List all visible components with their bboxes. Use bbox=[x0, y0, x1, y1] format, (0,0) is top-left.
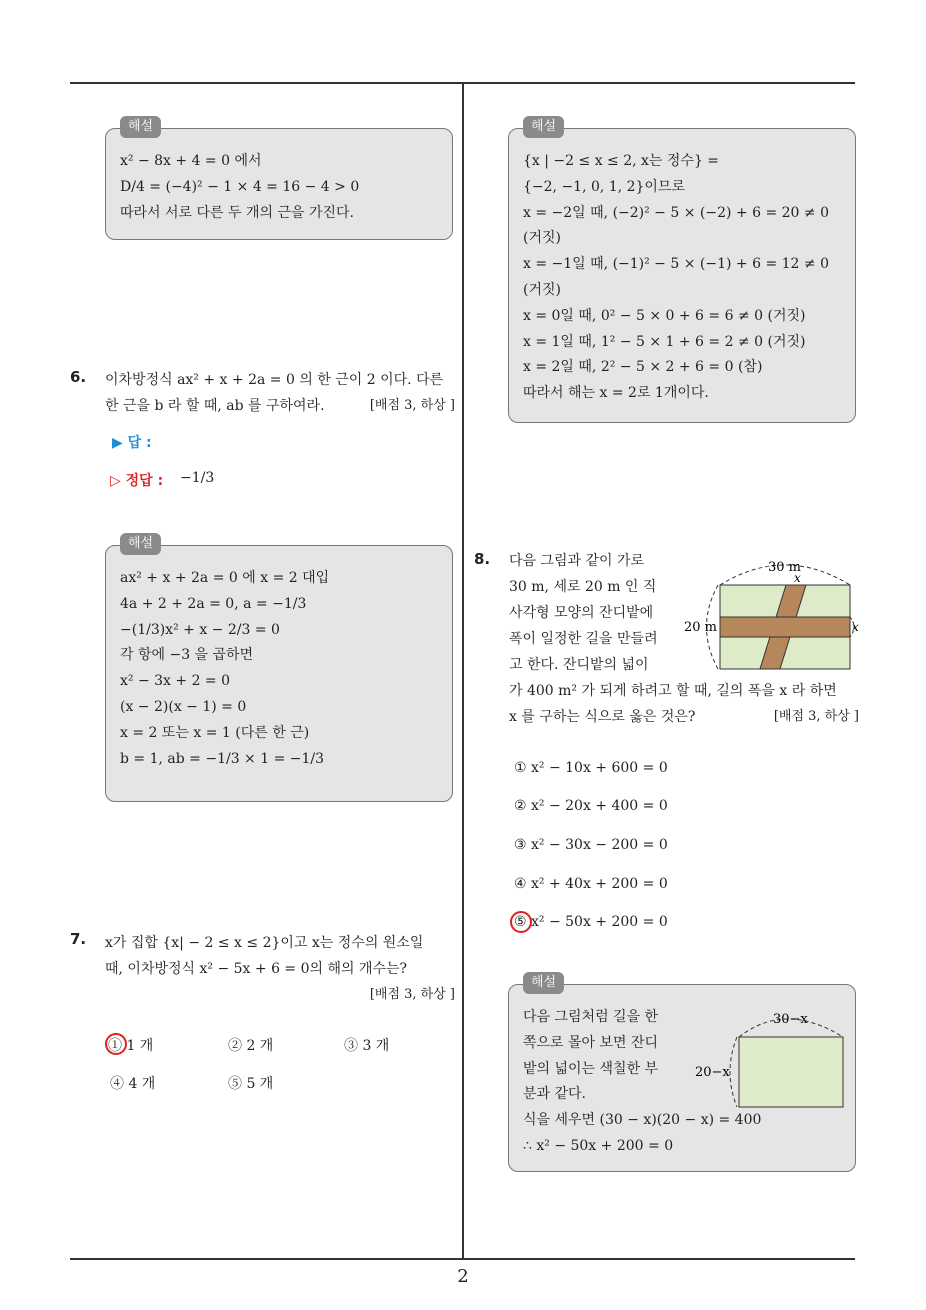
option-4[interactable]: ④ x² + 40x + 200 = 0 bbox=[514, 876, 668, 892]
solution-tag: 해설 bbox=[523, 972, 564, 994]
option-3[interactable]: ③ x² − 30x − 200 = 0 bbox=[514, 837, 668, 853]
selected-mark bbox=[510, 911, 532, 933]
option-1[interactable]: ① 1 개 bbox=[108, 1038, 154, 1054]
solution-line: 4a + 2 + 2a = 0, a = −1/3 bbox=[120, 595, 307, 612]
solution-tag: 해설 bbox=[120, 533, 161, 555]
question-line-text: x 를 구하는 식으로 옳은 것은? bbox=[509, 709, 696, 725]
question-text bbox=[509, 548, 709, 678]
fig-label-top: 30−x bbox=[773, 1012, 808, 1027]
solution-line: (x − 2)(x − 1) = 0 bbox=[120, 698, 247, 715]
option-3[interactable]: ③ 3 개 bbox=[344, 1038, 390, 1054]
question-line bbox=[509, 704, 859, 730]
solution-line: 따라서 서로 다른 두 개의 근을 가진다. bbox=[120, 204, 355, 221]
solution-line: ax² + x + 2a = 0 에 x = 2 대입 bbox=[120, 570, 330, 586]
fig-label-left: 20−x bbox=[695, 1065, 730, 1080]
option-5[interactable]: ⑤ 5 개 bbox=[228, 1076, 274, 1092]
selected-mark bbox=[105, 1033, 127, 1055]
question-line: 가 400 m² 가 되게 하려고 할 때, 길의 폭을 x 라 하면 bbox=[509, 683, 837, 699]
road-horizontal bbox=[720, 617, 850, 637]
question-line: 다음 그림과 같이 가로 bbox=[509, 553, 645, 569]
solution-line: x² − 3x + 2 = 0 bbox=[120, 673, 231, 690]
solution-tag: 해설 bbox=[120, 116, 161, 138]
option-5[interactable]: ⑤ x² − 50x + 200 = 0 bbox=[514, 914, 668, 930]
question-number: 7. bbox=[70, 930, 87, 948]
option-1[interactable]: ① x² − 10x + 600 = 0 bbox=[514, 760, 668, 776]
solution-line: {−2, −1, 0, 1, 2}이므로 bbox=[523, 178, 685, 195]
points-label: [배점 3, 하상 ] bbox=[369, 398, 455, 413]
question-text bbox=[105, 930, 455, 1008]
solution-box-5 bbox=[105, 119, 453, 240]
answer-label: ▶ 답 : bbox=[112, 435, 152, 451]
column-divider bbox=[462, 84, 464, 1260]
solution-line: x = 2일 때, 2² − 5 × 2 + 6 = 0 (참) bbox=[523, 359, 763, 376]
solution-line: 식을 세우면 (30 − x)(20 − x) = 400 bbox=[523, 1112, 762, 1129]
solution-line: 각 항에 −3 을 곱하면 bbox=[120, 647, 254, 664]
solution-line: x = −1일 때, (−1)² − 5 × (−1) + 6 = 12 ≠ 0 bbox=[523, 256, 829, 273]
solution-box-8 bbox=[508, 975, 856, 1172]
solution-line: 분과 같다. bbox=[523, 1086, 586, 1103]
question-line: 고 한다. 잔디밭의 넓이 bbox=[509, 657, 649, 673]
question-line: 때, 이차방정식 x² − 5x + 6 = 0의 해의 개수는? bbox=[105, 961, 408, 977]
solution-line: 쪽으로 몰아 보면 잔디 bbox=[523, 1034, 659, 1051]
solution-line: x = 0일 때, 0² − 5 × 0 + 6 = 6 ≠ 0 (거짓) bbox=[523, 307, 806, 324]
dimension-arc-left bbox=[730, 1037, 737, 1107]
solution-line: 밭의 넓이는 색칠한 부 bbox=[523, 1060, 659, 1077]
solution-figure bbox=[695, 1007, 851, 1113]
page-number: 2 bbox=[457, 1266, 469, 1287]
solution-line: {x | −2 ≤ x ≤ 2, x는 정수} = bbox=[523, 153, 720, 169]
solution-box-6 bbox=[105, 536, 453, 802]
solution-line: ∴ x² − 50x + 200 = 0 bbox=[523, 1137, 674, 1154]
question-line: x가 집합 {x| − 2 ≤ x ≤ 2}이고 x는 정수의 원소일 bbox=[105, 935, 424, 951]
correct-answer-label: ▷ 정답 : bbox=[110, 473, 164, 489]
solution-line: x = 1일 때, 1² − 5 × 1 + 6 = 2 ≠ 0 (거짓) bbox=[523, 333, 806, 350]
question-text-continued bbox=[509, 678, 859, 730]
fig-label-x-right: x bbox=[852, 620, 859, 634]
option-2[interactable]: ② x² − 20x + 400 = 0 bbox=[514, 798, 668, 814]
correct-answer-value: −1/3 bbox=[180, 470, 215, 486]
solution-line: −(1/3)x² + x − 2/3 = 0 bbox=[120, 621, 280, 638]
question-line bbox=[105, 393, 455, 419]
points-label: [배점 3, 하상 ] bbox=[773, 709, 859, 724]
solution-line: 다음 그림처럼 길을 한 bbox=[523, 1009, 659, 1025]
solution-line: x² − 8x + 4 = 0 에서 bbox=[120, 153, 262, 169]
option-4[interactable]: ④ 4 개 bbox=[110, 1076, 156, 1092]
solution-line: x = 2 또는 x = 1 (다른 한 근) bbox=[120, 724, 310, 741]
solution-line: (거짓) bbox=[523, 230, 561, 247]
solution-line: 따라서 해는 x = 2로 1개이다. bbox=[523, 385, 709, 402]
question-text bbox=[105, 367, 455, 419]
lawn-figure bbox=[680, 555, 865, 677]
bottom-rule bbox=[70, 1258, 855, 1260]
question-line: 이차방정식 ax² + x + 2a = 0 의 한 근이 2 이다. 다른 bbox=[105, 372, 444, 388]
question-line-text: 한 근을 b 라 할 때, ab 를 구하여라. bbox=[105, 398, 325, 414]
solution-box-7 bbox=[508, 119, 856, 423]
solution-line: (거짓) bbox=[523, 281, 561, 298]
question-line: 폭이 일정한 길을 만들려 bbox=[509, 631, 658, 647]
question-line: 사각형 모양의 잔디밭에 bbox=[509, 605, 654, 621]
shaded-lawn-rect bbox=[739, 1037, 843, 1107]
fig-label-x-top: x bbox=[794, 571, 801, 585]
question-line: 30 m, 세로 20 m 인 직 bbox=[509, 579, 657, 595]
points-label: [배점 3, 하상 ] bbox=[369, 987, 455, 1002]
solution-line: D/4 = (−4)² − 1 × 4 = 16 − 4 > 0 bbox=[120, 178, 360, 195]
solution-line: b = 1, ab = −1/3 × 1 = −1/3 bbox=[120, 750, 325, 767]
fig-label-top: 30 m bbox=[768, 560, 802, 575]
question-number: 8. bbox=[474, 550, 491, 568]
fig-label-left: 20 m bbox=[684, 620, 718, 635]
solution-line: x = −2일 때, (−2)² − 5 × (−2) + 6 = 20 ≠ 0 bbox=[523, 204, 829, 221]
solution-tag: 해설 bbox=[523, 116, 564, 138]
option-2[interactable]: ② 2 개 bbox=[228, 1038, 274, 1054]
question-number: 6. bbox=[70, 368, 87, 386]
